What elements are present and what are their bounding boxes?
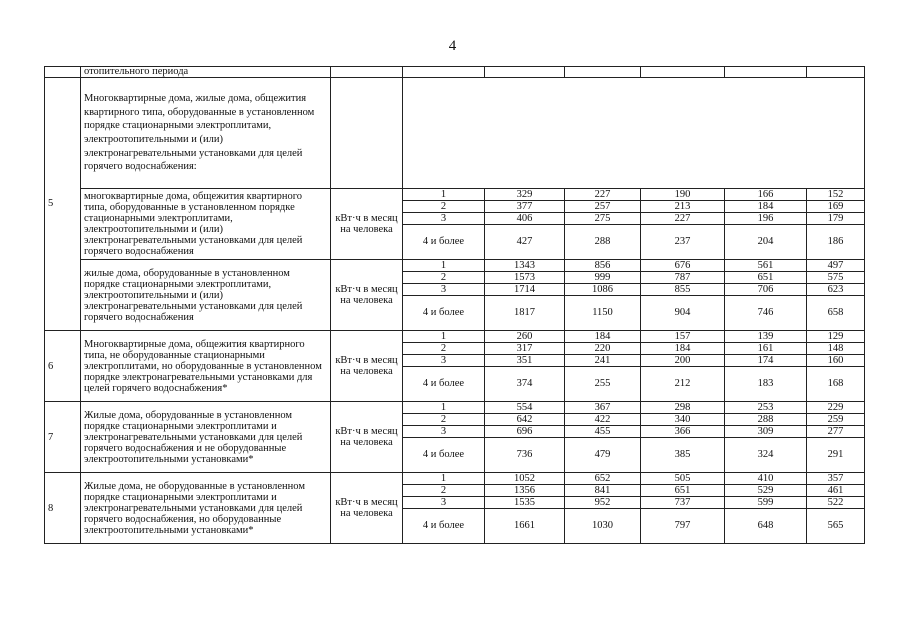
norm-value-cell: 505 (641, 473, 725, 485)
norm-value-cell: 696 (485, 426, 565, 438)
norm-value-cell: 190 (641, 189, 725, 201)
norm-value-cell: 648 (725, 509, 807, 544)
norm-value-cell: 855 (641, 284, 725, 296)
norm-value-cell: 184 (565, 331, 641, 343)
row-number-cell: 8 (45, 473, 81, 544)
norm-value-cell: 736 (485, 438, 565, 473)
norm-value-cell: 275 (565, 213, 641, 225)
norm-value-cell: 160 (807, 355, 865, 367)
norm-value-cell: 213 (641, 201, 725, 213)
people-count-cell: 4 и более (403, 509, 485, 544)
value-cell (725, 67, 807, 78)
norm-value-cell: 1150 (565, 296, 641, 331)
norm-value-cell: 952 (565, 497, 641, 509)
unit-cell: кВт·ч в месяц на человека (331, 473, 403, 544)
norm-value-cell: 599 (725, 497, 807, 509)
norm-value-cell: 1356 (485, 485, 565, 497)
norm-value-cell: 856 (565, 260, 641, 272)
norm-value-cell: 291 (807, 438, 865, 473)
norm-value-cell: 317 (485, 343, 565, 355)
row-description: Многоквартирные дома, жилые дома, общежития квартирного типа, оборудованные в установленном порядке стационарными электроплитами, электроотопительными и (или) электронагревательными установками для целей горячего водоснабжения: (81, 78, 331, 189)
norm-value-cell: 351 (485, 355, 565, 367)
norm-value-cell: 184 (641, 343, 725, 355)
norm-value-cell: 642 (485, 414, 565, 426)
row-number-cell: 5 (45, 78, 81, 331)
table-row (45, 331, 865, 343)
row-description: Жилые дома, оборудованные в установленном порядке стационарными электроплитами и электронагревательными установками для целей горячего водоснабжения и не оборудованные электроотопительными установками* (81, 402, 331, 473)
subgroup-description: жилые дома, оборудованные в установленном порядке стационарными электроплитами, электроотопительными и (или) электронагревательными установками для целей горячего водоснабжения (81, 260, 331, 331)
norm-value-cell: 385 (641, 438, 725, 473)
norm-value-cell: 461 (807, 485, 865, 497)
norm-value-cell: 340 (641, 414, 725, 426)
row-description: Жилые дома, не оборудованные в установленном порядке стационарными электроплитами и электронагревательными установками для целей горячего водоснабжения, но оборудованные электроотопительными установками* (81, 473, 331, 544)
norm-value-cell: 157 (641, 331, 725, 343)
norm-value-cell: 324 (725, 438, 807, 473)
norm-value-cell: 174 (725, 355, 807, 367)
norm-value-cell: 260 (485, 331, 565, 343)
blank-values-cell (403, 78, 865, 189)
norm-value-cell: 1661 (485, 509, 565, 544)
table-row-group-heading (45, 78, 865, 189)
norm-value-cell: 1817 (485, 296, 565, 331)
norm-value-cell: 329 (485, 189, 565, 201)
people-count-cell: 1 (403, 189, 485, 201)
norm-value-cell: 410 (725, 473, 807, 485)
norm-value-cell: 204 (725, 225, 807, 260)
people-count-cell: 4 и более (403, 438, 485, 473)
people-count-cell: 2 (403, 343, 485, 355)
norm-value-cell: 651 (725, 272, 807, 284)
people-count-cell: 3 (403, 213, 485, 225)
norm-value-cell: 1535 (485, 497, 565, 509)
row-number-cell (45, 67, 81, 78)
norm-value-cell: 565 (807, 509, 865, 544)
norm-value-cell: 651 (641, 485, 725, 497)
people-count-cell: 3 (403, 355, 485, 367)
norm-value-cell: 561 (725, 260, 807, 272)
norm-value-cell: 522 (807, 497, 865, 509)
norm-value-cell: 241 (565, 355, 641, 367)
norm-value-cell: 367 (565, 402, 641, 414)
value-cell (807, 67, 865, 78)
norm-value-cell: 161 (725, 343, 807, 355)
norm-value-cell: 169 (807, 201, 865, 213)
row-number-cell: 7 (45, 402, 81, 473)
table-row (45, 473, 865, 485)
norm-value-cell: 227 (565, 189, 641, 201)
norm-value-cell: 427 (485, 225, 565, 260)
people-count-cell: 3 (403, 426, 485, 438)
unit-cell: кВт·ч в месяц на человека (331, 189, 403, 260)
people-count-cell: 2 (403, 485, 485, 497)
norm-value-cell: 139 (725, 331, 807, 343)
norm-value-cell: 288 (565, 225, 641, 260)
people-count-cell: 3 (403, 497, 485, 509)
page-number: 4 (448, 38, 457, 54)
people-count-cell: 2 (403, 272, 485, 284)
norm-value-cell: 196 (725, 213, 807, 225)
row-description: Многоквартирные дома, общежития квартирного типа, не оборудованные стационарными электроплитами, но оборудованные в установленном порядке электронагревательными установками для целей горячего водоснабжения* (81, 331, 331, 402)
norm-value-cell: 148 (807, 343, 865, 355)
norm-value-cell: 229 (807, 402, 865, 414)
norm-value-cell: 479 (565, 438, 641, 473)
norm-value-cell: 152 (807, 189, 865, 201)
norm-value-cell: 797 (641, 509, 725, 544)
norm-value-cell: 257 (565, 201, 641, 213)
norm-value-cell: 374 (485, 367, 565, 402)
norm-value-cell: 787 (641, 272, 725, 284)
norm-value-cell: 1573 (485, 272, 565, 284)
row-description: отопительного периода (81, 67, 331, 78)
value-cell (565, 67, 641, 78)
people-count-cell: 1 (403, 473, 485, 485)
norm-value-cell: 220 (565, 343, 641, 355)
norm-value-cell: 1343 (485, 260, 565, 272)
row-number-cell: 6 (45, 331, 81, 402)
norm-value-cell: 575 (807, 272, 865, 284)
norm-value-cell: 168 (807, 367, 865, 402)
value-cell (485, 67, 565, 78)
norm-value-cell: 277 (807, 426, 865, 438)
unit-cell (331, 78, 403, 189)
norm-value-cell: 366 (641, 426, 725, 438)
norm-value-cell: 309 (725, 426, 807, 438)
people-count-cell: 1 (403, 260, 485, 272)
table-row-continuation (45, 67, 865, 78)
norm-value-cell: 259 (807, 414, 865, 426)
norm-value-cell: 706 (725, 284, 807, 296)
table-row (45, 260, 865, 272)
people-count-cell: 3 (403, 284, 485, 296)
norm-value-cell: 255 (565, 367, 641, 402)
norm-value-cell: 529 (725, 485, 807, 497)
norm-value-cell: 1714 (485, 284, 565, 296)
norm-value-cell: 186 (807, 225, 865, 260)
norm-value-cell: 237 (641, 225, 725, 260)
norm-value-cell: 184 (725, 201, 807, 213)
people-count-cell: 4 и более (403, 296, 485, 331)
norm-value-cell: 406 (485, 213, 565, 225)
norm-value-cell: 676 (641, 260, 725, 272)
norm-value-cell: 1030 (565, 509, 641, 544)
people-count-cell: 4 и более (403, 225, 485, 260)
norm-value-cell: 422 (565, 414, 641, 426)
norm-value-cell: 298 (641, 402, 725, 414)
people-count-cell: 1 (403, 402, 485, 414)
norm-value-cell: 658 (807, 296, 865, 331)
norm-value-cell: 253 (725, 402, 807, 414)
norm-value-cell: 904 (641, 296, 725, 331)
norm-value-cell: 166 (725, 189, 807, 201)
norm-value-cell: 357 (807, 473, 865, 485)
norm-value-cell: 227 (641, 213, 725, 225)
norm-value-cell: 129 (807, 331, 865, 343)
people-count-cell: 4 и более (403, 367, 485, 402)
people-count-cell: 2 (403, 414, 485, 426)
value-cell (641, 67, 725, 78)
unit-cell: кВт·ч в месяц на человека (331, 331, 403, 402)
norm-value-cell: 554 (485, 402, 565, 414)
norm-value-cell: 212 (641, 367, 725, 402)
norm-value-cell: 652 (565, 473, 641, 485)
unit-cell: кВт·ч в месяц на человека (331, 260, 403, 331)
subgroup-description: многоквартирные дома, общежития квартирного типа, оборудованные в установленном порядке стационарными электроплитами, электроотопительными и (или) электронагревательными установками для целей горячего водоснабжения (81, 189, 331, 260)
norm-value-cell: 183 (725, 367, 807, 402)
consumption-norms-table (44, 66, 865, 544)
norm-value-cell: 737 (641, 497, 725, 509)
people-cell (403, 67, 485, 78)
norm-value-cell: 623 (807, 284, 865, 296)
norm-value-cell: 497 (807, 260, 865, 272)
norm-value-cell: 1052 (485, 473, 565, 485)
norm-value-cell: 377 (485, 201, 565, 213)
norm-value-cell: 179 (807, 213, 865, 225)
norm-value-cell: 746 (725, 296, 807, 331)
people-count-cell: 2 (403, 201, 485, 213)
norm-value-cell: 999 (565, 272, 641, 284)
people-count-cell: 1 (403, 331, 485, 343)
unit-cell (331, 67, 403, 78)
table-row (45, 402, 865, 414)
norm-value-cell: 200 (641, 355, 725, 367)
unit-cell: кВт·ч в месяц на человека (331, 402, 403, 473)
norm-value-cell: 455 (565, 426, 641, 438)
table-row (45, 189, 865, 201)
norm-value-cell: 841 (565, 485, 641, 497)
norm-value-cell: 288 (725, 414, 807, 426)
norm-value-cell: 1086 (565, 284, 641, 296)
